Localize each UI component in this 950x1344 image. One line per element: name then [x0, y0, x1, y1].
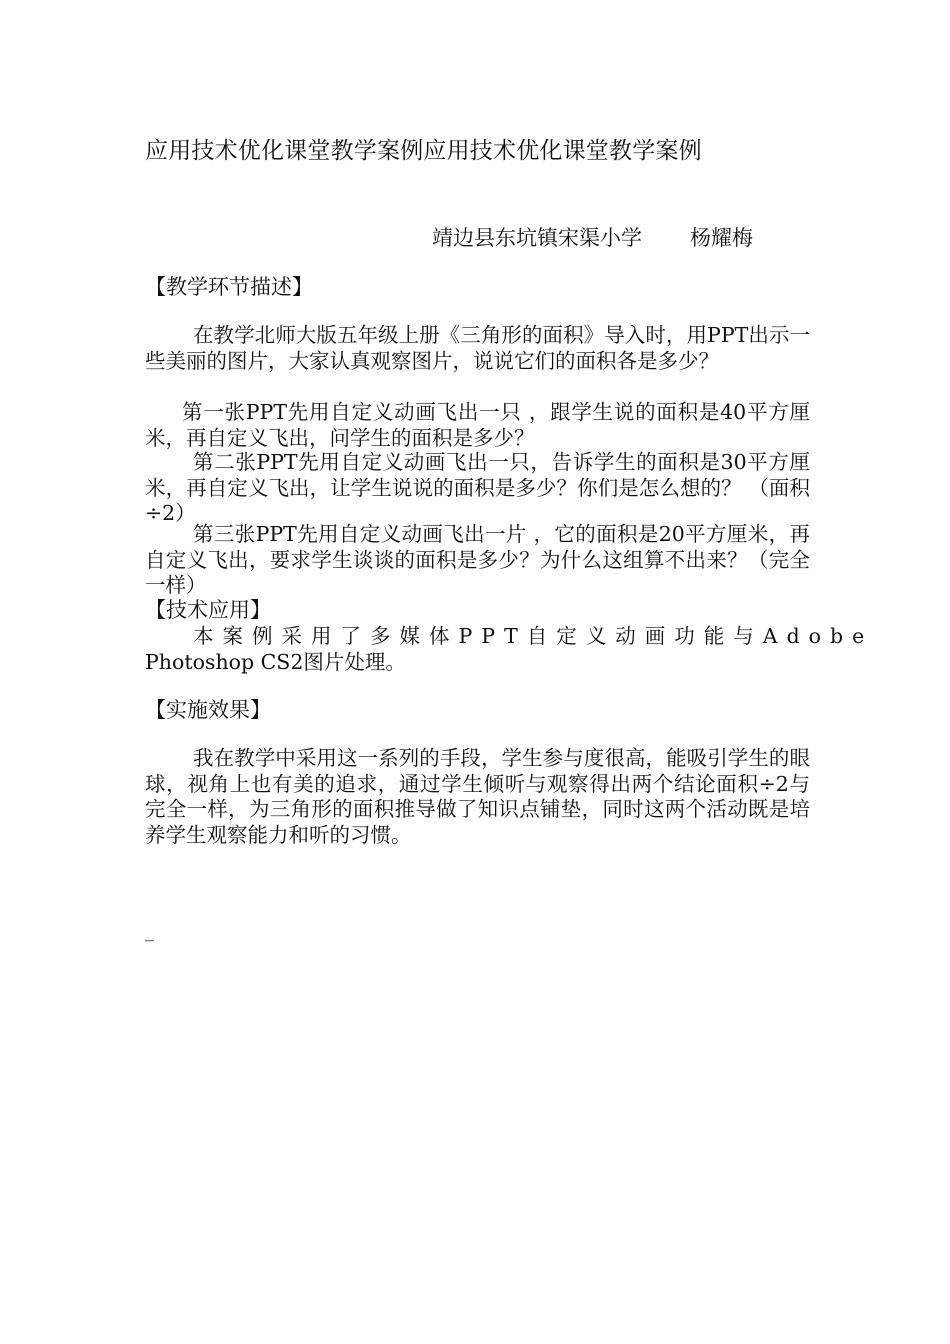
section-heading-technology: 【技术应用】: [145, 598, 271, 622]
paragraph-slide-2: 第二张PPT先用自定义动画飞出一只，告诉学生的面积是30平方厘米，再自定义飞出，让学生说说的面积是多少？你们是怎么想的？ （面积÷2）: [145, 450, 810, 525]
paragraph-technology-line-1: 本案例采用了多媒体PPT自定义动画功能与Adobe: [193, 624, 874, 648]
paragraph-slide-1: 第一张PPT先用自定义动画飞出一只 ，跟学生说的面积是40平方厘米，再自定义飞出，问学生的面积是多少？: [145, 400, 810, 450]
author-school: 靖边县东坑镇宋渠小学: [432, 226, 642, 250]
section-heading-teaching-steps: 【教学环节描述】: [145, 275, 313, 299]
paragraph-intro: 在教学北师大版五年级上册《三角形的面积》导入时，用PPT出示一些美丽的图片，大家认真观察图片，说说它们的面积各是多少？: [145, 323, 810, 373]
paragraph-technology-line-2: Photoshop CS2图片处理。: [145, 650, 406, 674]
document-title: 应用技术优化课堂教学案例应用技术优化课堂教学案例: [145, 138, 702, 164]
trailing-mark: _: [145, 921, 154, 942]
section-heading-results: 【实施效果】: [145, 698, 271, 722]
author-line: [432, 223, 812, 253]
author-name: 杨耀梅: [690, 226, 753, 250]
paragraph-slide-3: 第三张PPT先用自定义动画飞出一片 ，它的面积是20平方厘米，再自定义飞出，要求学生谈谈的面积是多少？为什么这组算不出来？（完全一样）: [145, 522, 810, 597]
paragraph-results: 我在教学中采用这一系列的手段，学生参与度很高，能吸引学生的眼球，视角上也有美的追求，通过学生倾听与观察得出两个结论面积÷2与完全一样，为三角形的面积推导做了知识点铺垫，同时这两个活动既是培养学生观察能力和听的习惯。: [145, 746, 810, 847]
